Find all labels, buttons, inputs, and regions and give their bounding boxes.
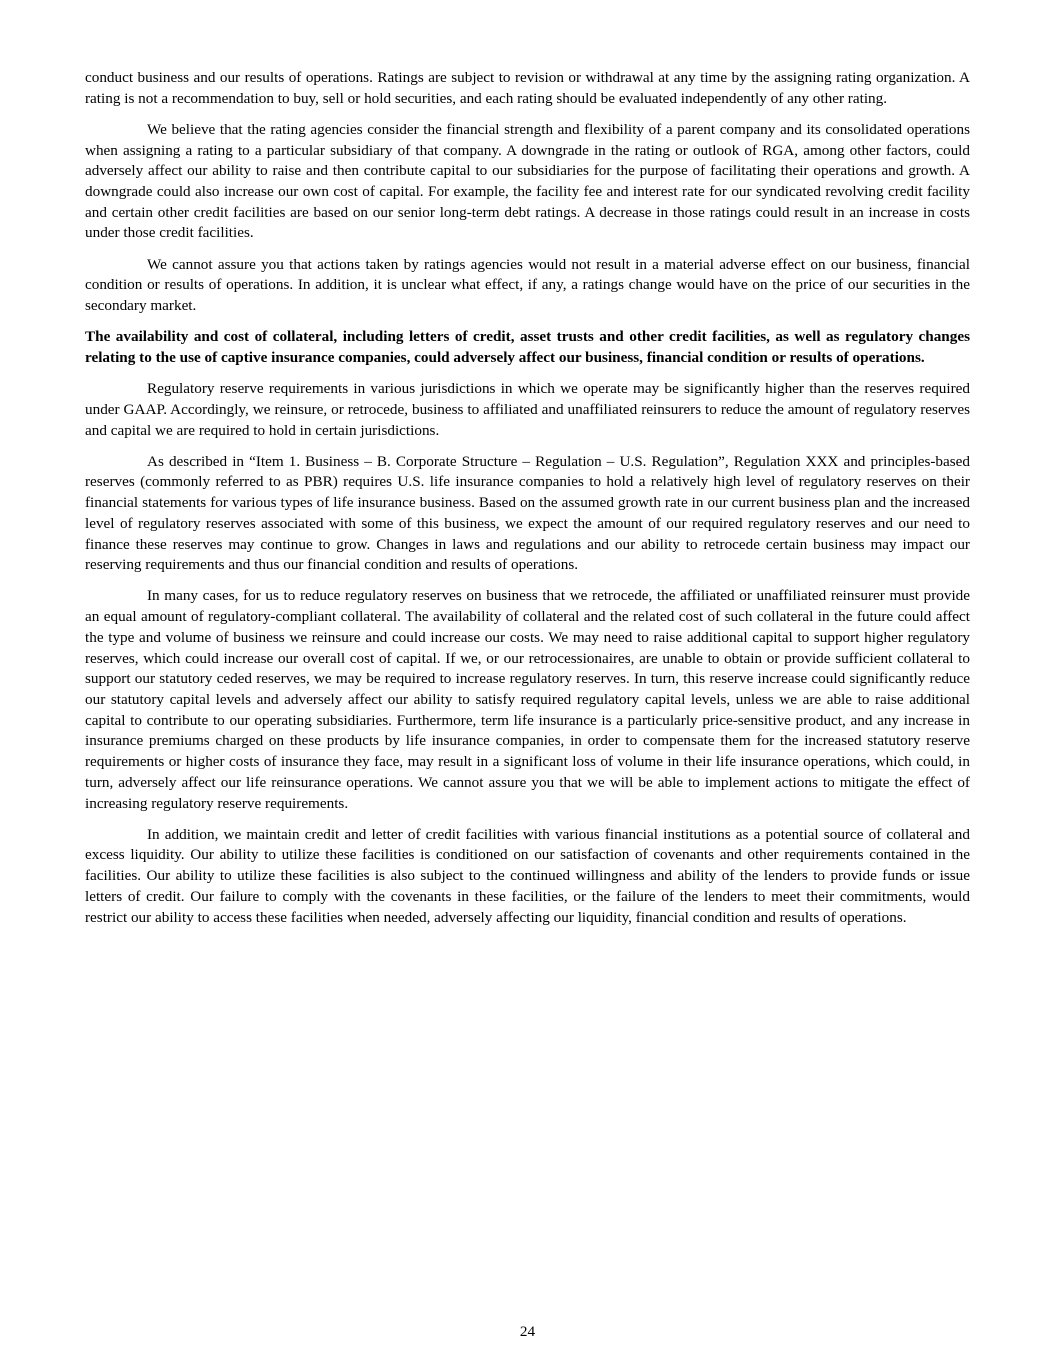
section-heading-collateral: The availability and cost of collateral, including letters of credit, asset trusts and other credit facilities, as well as regulatory changes relating to the use of captive insurance companies, could adversely affect our business, financial condition or results of operations. <box>85 328 970 366</box>
document-body <box>85 68 970 939</box>
paragraph-rating-agencies: We believe that the rating agencies consider the financial strength and flexibility of a parent company and its consolidated operations when assigning a rating to a particular subsidiary of that company. A downgrade in the rating or outlook of RGA, among other factors, could adversely affect our ability to raise and then contribute capital to our subsidiaries for the purpose of facilitating their operations and growth. A downgrade could also increase our own cost of capital. For example, the facility fee and interest rate for our syndicated revolving credit facility and certain other credit facilities are based on our senior long-term debt ratings. A decrease in those ratings could result in an increase in costs under those credit facilities. <box>85 120 970 242</box>
paragraph-ratings-continued: conduct business and our results of operations. Ratings are subject to revision or withdrawal at any time by the assigning rating organization. A rating is not a recommendation to buy, sell or hold securities, and each rating should be evaluated independently of any other rating. <box>85 69 970 107</box>
paragraph-regulatory-reserves: Regulatory reserve requirements in various jurisdictions in which we operate may be significantly higher than the reserves required under GAAP. Accordingly, we reinsure, or retrocede, business to affiliated and unaffiliated reinsurers to reduce the amount of regulatory reserves and capital we are required to hold in certain jurisdictions. <box>85 380 970 439</box>
paragraph-regulation-xxx: As described in “Item 1. Business – B. Corporate Structure – Regulation – U.S. Regulation”, Regulation XXX and principles-based reserves (commonly referred to as PBR) requires U.S. life insurance companies to hold a relatively high level of regulatory reserves on their financial statements for various types of life insurance business. Based on the assumed growth rate in our current business plan and the increased level of regulatory reserves associated with some of this business, we expect the amount of our required regulatory reserves and our need to finance these reserves may continue to grow. Changes in laws and regulations and our ability to retrocede certain business may impact our reserving requirements and thus our financial condition and results of operations. <box>85 452 970 574</box>
paragraph-no-assurance: We cannot assure you that actions taken by ratings agencies would not result in a material adverse effect on our business, financial condition or results of operations. In addition, it is unclear what effect, if any, a ratings change would have on the price of our securities in the secondary market. <box>85 255 970 315</box>
page-number: 24 <box>519 1323 536 1340</box>
paragraph-credit-facilities: In addition, we maintain credit and letter of credit facilities with various financial institutions as a potential source of collateral and excess liquidity. Our ability to utilize these facilities is conditioned on our satisfaction of covenants and other requirements contained in the facilities. Our ability to utilize these facilities is also subject to the continued willingness and ability of the lenders to provide funds or issue letters of credit. Our failure to comply with the covenants in these facilities, or the failure of the lenders to meet their commitments, would restrict our ability to access these facilities when needed, adversely affecting our liquidity, financial condition and results of operations. <box>85 825 970 926</box>
paragraph-collateral-requirements: In many cases, for us to reduce regulatory reserves on business that we retrocede, the affiliated or unaffiliated reinsurer must provide an equal amount of regulatory-compliant collateral. The availability of collateral and the related cost of such collateral in the future could affect the type and volume of business we reinsure and could increase our costs. We may need to raise additional capital to support higher regulatory reserves, which could increase our overall cost of capital. If we, or our retrocessionaires, are unable to obtain or provide sufficient collateral to support our statutory ceded reserves, we may be required to increase regulatory reserves. In turn, this reserve increase could significantly reduce our statutory capital levels and adversely affect our ability to satisfy required regulatory capital levels, unless we are able to raise additional capital to contribute to our operating subsidiaries. Furthermore, term life insurance is a particularly price-sensitive product, and any increase in insurance premiums charged on these products by life insurance companies, in order to compensate them for the increased statutory reserve requirements or higher costs of insurance they face, may result in a significant loss of volume in their life insurance operations, which could, in turn, adversely affect our life reinsurance operations. We cannot assure you that we will be able to implement actions to mitigate the effect of increasing regulatory reserve requirements. <box>85 587 970 812</box>
